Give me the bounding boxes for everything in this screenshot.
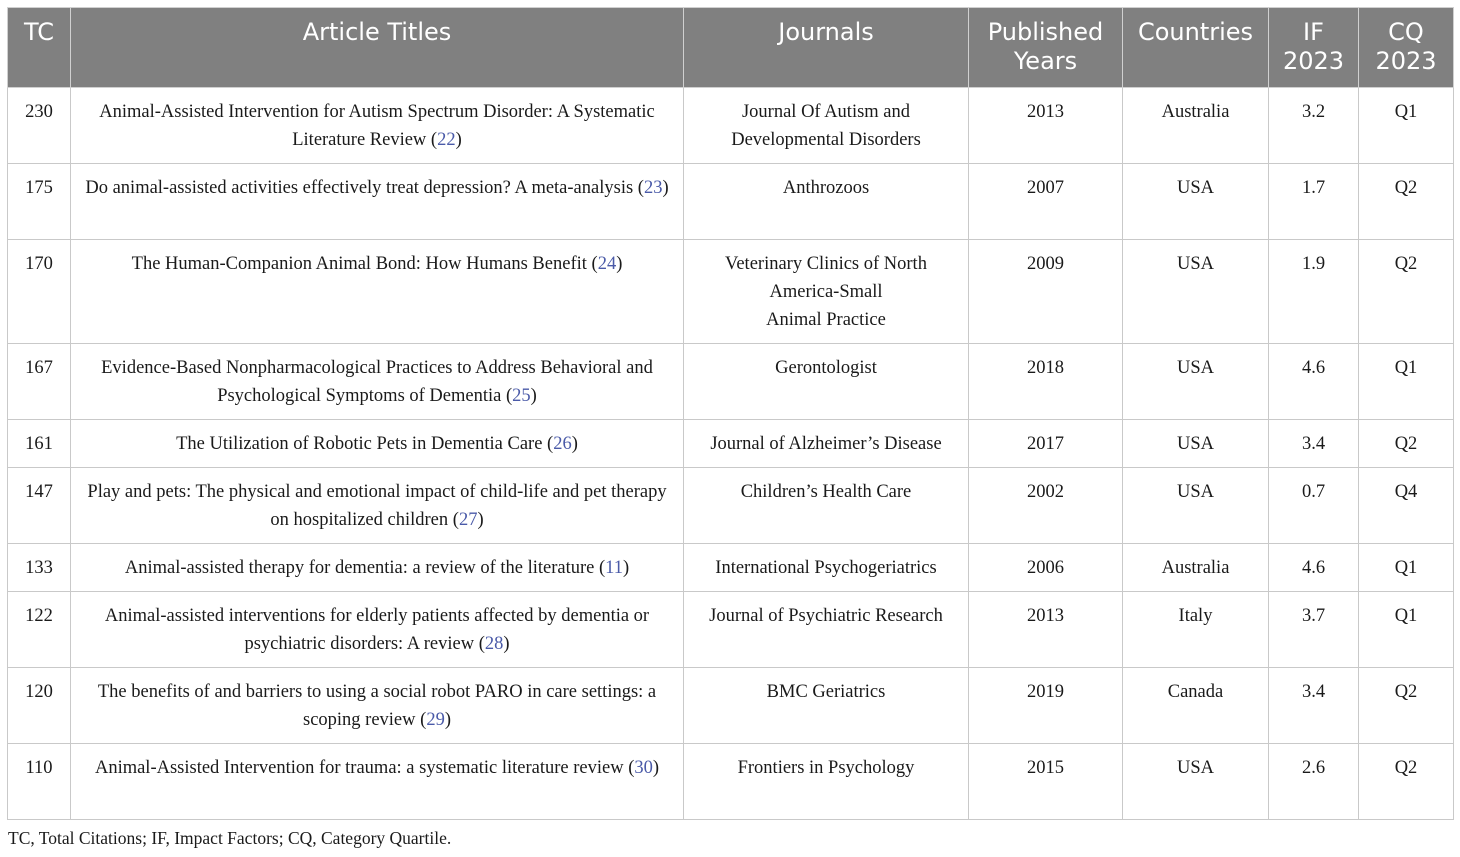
cell-if: 4.6 xyxy=(1269,544,1359,592)
header-if-2023: IF 2023 xyxy=(1269,8,1359,88)
reference-link[interactable]: 27 xyxy=(458,510,478,530)
cell-year: 2018 xyxy=(969,344,1123,420)
cell-title: Animal-assisted interventions for elderly patients affected by dementia or psychiatric disorders: A review (28) xyxy=(71,592,684,668)
cell-tc: 110 xyxy=(8,744,71,820)
header-article-titles: Article Titles xyxy=(71,8,684,88)
cell-journal: Anthrozoos xyxy=(684,164,969,240)
cell-title: Do animal-assisted activities effectively treat depression? A meta-analysis (23) xyxy=(71,164,684,240)
cell-title: The Utilization of Robotic Pets in Dementia Care (26) xyxy=(71,420,684,468)
cell-cq: Q2 xyxy=(1359,240,1454,344)
cell-title: Animal-Assisted Intervention for Autism Spectrum Disorder: A Systematic Literature Review (22) xyxy=(71,88,684,164)
cell-tc: 120 xyxy=(8,668,71,744)
cell-country: Australia xyxy=(1123,88,1269,164)
cell-country: Australia xyxy=(1123,544,1269,592)
table-row xyxy=(8,88,1454,164)
cell-year: 2017 xyxy=(969,420,1123,468)
cell-cq: Q1 xyxy=(1359,592,1454,668)
header-countries: Countries xyxy=(1123,8,1269,88)
cell-country: USA xyxy=(1123,344,1269,420)
table-row xyxy=(8,420,1454,468)
cell-if: 3.7 xyxy=(1269,592,1359,668)
cell-journal: Journal Of Autism and Developmental Disorders xyxy=(684,88,969,164)
cell-year: 2013 xyxy=(969,88,1123,164)
cell-tc: 133 xyxy=(8,544,71,592)
cell-country: USA xyxy=(1123,240,1269,344)
cell-journal: Frontiers in Psychology xyxy=(684,744,969,820)
cell-tc: 122 xyxy=(8,592,71,668)
cell-tc: 161 xyxy=(8,420,71,468)
cell-journal: Children’s Health Care xyxy=(684,468,969,544)
cell-cq: Q4 xyxy=(1359,468,1454,544)
reference-link[interactable]: 28 xyxy=(484,634,504,654)
cell-cq: Q1 xyxy=(1359,544,1454,592)
cell-country: USA xyxy=(1123,744,1269,820)
table-row xyxy=(8,592,1454,668)
cell-title: Evidence-Based Nonpharmacological Practices to Address Behavioral and Psychological Symptoms of Dementia (25) xyxy=(71,344,684,420)
cell-year: 2013 xyxy=(969,592,1123,668)
reference-link[interactable]: 22 xyxy=(437,130,456,150)
cell-title: Play and pets: The physical and emotional impact of child-life and pet therapy on hospitalized children (27) xyxy=(71,468,684,544)
cell-tc: 147 xyxy=(8,468,71,544)
cell-if: 3.4 xyxy=(1269,420,1359,468)
reference-link[interactable]: 11 xyxy=(605,558,623,578)
cell-journal: Gerontologist xyxy=(684,344,969,420)
table-row xyxy=(8,344,1454,420)
cell-journal: BMC Geriatrics xyxy=(684,668,969,744)
cell-year: 2002 xyxy=(969,468,1123,544)
header-cq-2023: CQ 2023 xyxy=(1359,8,1454,88)
cell-title: The Human-Companion Animal Bond: How Humans Benefit (24) xyxy=(71,240,684,344)
cell-country: USA xyxy=(1123,164,1269,240)
table-row xyxy=(8,240,1454,344)
citation-table xyxy=(7,7,1454,820)
header-published-years: Published Years xyxy=(969,8,1123,88)
header-tc: TC xyxy=(8,8,71,88)
cell-cq: Q2 xyxy=(1359,744,1454,820)
cell-journal: Journal of Alzheimer’s Disease xyxy=(684,420,969,468)
cell-cq: Q1 xyxy=(1359,88,1454,164)
cell-journal: Journal of Psychiatric Research xyxy=(684,592,969,668)
reference-link[interactable]: 29 xyxy=(426,710,445,730)
header-journals: Journals xyxy=(684,8,969,88)
cell-tc: 175 xyxy=(8,164,71,240)
reference-link[interactable]: 23 xyxy=(643,178,663,198)
table-row xyxy=(8,744,1454,820)
cell-if: 3.2 xyxy=(1269,88,1359,164)
cell-year: 2015 xyxy=(969,744,1123,820)
cell-title: Animal-Assisted Intervention for trauma: a systematic literature review (30) xyxy=(71,744,684,820)
table-row xyxy=(8,468,1454,544)
cell-cq: Q2 xyxy=(1359,164,1454,240)
table-row xyxy=(8,544,1454,592)
cell-cq: Q1 xyxy=(1359,344,1454,420)
header-row xyxy=(8,8,1454,88)
cell-if: 2.6 xyxy=(1269,744,1359,820)
table-row xyxy=(8,668,1454,744)
reference-link[interactable]: 26 xyxy=(553,434,572,454)
cell-tc: 170 xyxy=(8,240,71,344)
cell-country: USA xyxy=(1123,420,1269,468)
cell-if: 1.7 xyxy=(1269,164,1359,240)
reference-link[interactable]: 30 xyxy=(634,758,653,778)
cell-country: Italy xyxy=(1123,592,1269,668)
cell-year: 2019 xyxy=(969,668,1123,744)
cell-cq: Q2 xyxy=(1359,420,1454,468)
table-footnote: TC, Total Citations; IF, Impact Factors; CQ, Category Quartile. xyxy=(8,828,452,848)
cell-country: USA xyxy=(1123,468,1269,544)
cell-year: 2006 xyxy=(969,544,1123,592)
cell-cq: Q2 xyxy=(1359,668,1454,744)
table-row xyxy=(8,164,1454,240)
cell-title: The benefits of and barriers to using a social robot PARO in care settings: a scoping review (29) xyxy=(71,668,684,744)
cell-journal: International Psychogeriatrics xyxy=(684,544,969,592)
cell-if: 0.7 xyxy=(1269,468,1359,544)
cell-if: 1.9 xyxy=(1269,240,1359,344)
cell-year: 2009 xyxy=(969,240,1123,344)
cell-journal: Veterinary Clinics of North America-Small Animal Practice xyxy=(684,240,969,344)
cell-title: Animal-assisted therapy for dementia: a review of the literature (11) xyxy=(71,544,684,592)
cell-year: 2007 xyxy=(969,164,1123,240)
cell-country: Canada xyxy=(1123,668,1269,744)
cell-if: 3.4 xyxy=(1269,668,1359,744)
cell-tc: 230 xyxy=(8,88,71,164)
cell-if: 4.6 xyxy=(1269,344,1359,420)
cell-tc: 167 xyxy=(8,344,71,420)
reference-link[interactable]: 24 xyxy=(597,254,617,274)
reference-link[interactable]: 25 xyxy=(512,386,531,406)
